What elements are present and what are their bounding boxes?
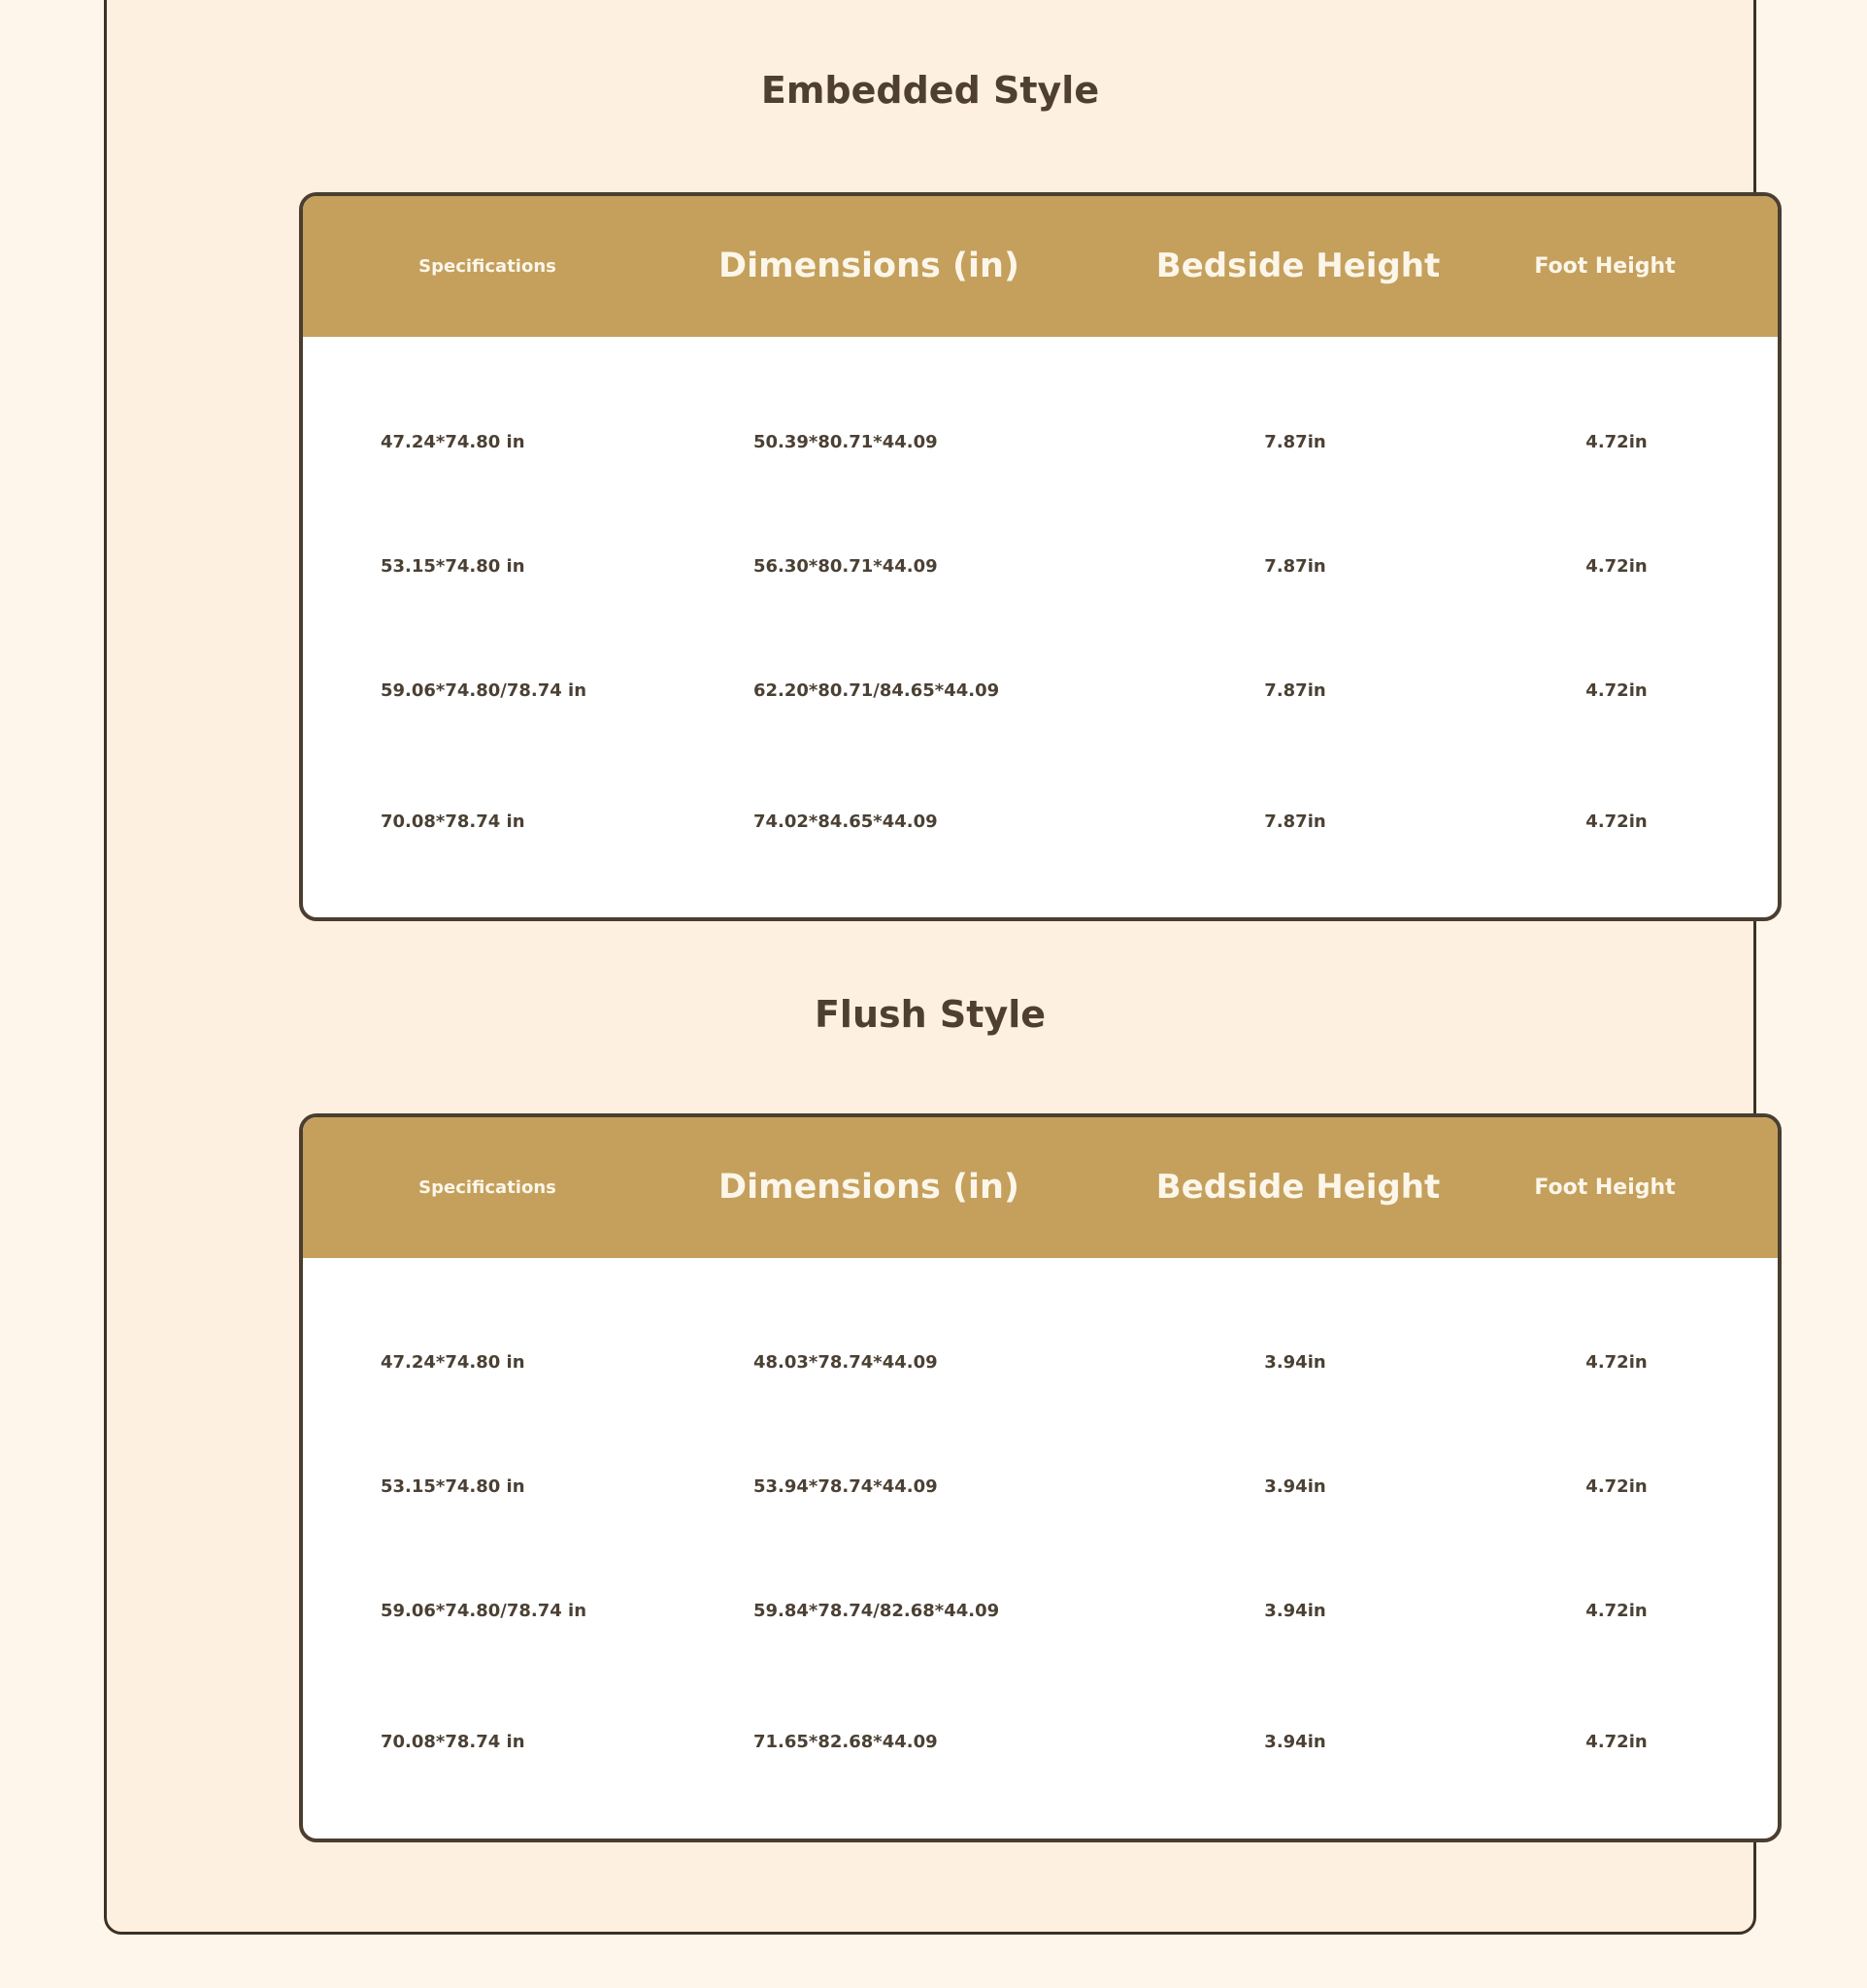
table-header: [303, 196, 1778, 337]
section-title-flush: Flush Style: [814, 993, 1047, 1036]
cell-bedside-height: 7.87in: [1264, 680, 1326, 701]
cell-dimensions: 48.03*78.74*44.09: [753, 1352, 938, 1373]
table-row: [303, 1458, 1778, 1516]
cell-foot-height: 4.72in: [1585, 1601, 1648, 1621]
header-foot-height: Foot Height: [1534, 254, 1676, 279]
cell-dimensions: 59.84*78.74/82.68*44.09: [753, 1601, 1000, 1621]
table-row: [303, 414, 1778, 472]
cell-specifications: 47.24*74.80 in: [381, 432, 525, 452]
cell-foot-height: 4.72in: [1585, 432, 1648, 452]
cell-bedside-height: 7.87in: [1264, 812, 1326, 832]
cell-foot-height: 4.72in: [1585, 1732, 1648, 1752]
cell-bedside-height: 7.87in: [1264, 556, 1326, 577]
cell-foot-height: 4.72in: [1585, 556, 1648, 577]
table-row: [303, 793, 1778, 851]
header-bedside-height: Bedside Height: [1155, 247, 1441, 285]
table-row: [303, 1582, 1778, 1640]
table-row: [303, 538, 1778, 596]
cell-foot-height: 4.72in: [1585, 680, 1648, 701]
cell-specifications: 70.08*78.74 in: [381, 1732, 525, 1752]
header-dimensions: Dimensions (in): [718, 1168, 1019, 1207]
header-dimensions: Dimensions (in): [718, 247, 1019, 285]
table-row: [303, 662, 1778, 720]
cell-dimensions: 53.94*78.74*44.09: [753, 1476, 938, 1497]
table-row: [303, 1713, 1778, 1772]
cell-dimensions: 71.65*82.68*44.09: [753, 1732, 938, 1752]
cell-bedside-height: 7.87in: [1264, 432, 1326, 452]
cell-bedside-height: 3.94in: [1264, 1732, 1326, 1752]
cell-dimensions: 62.20*80.71/84.65*44.09: [753, 680, 1000, 701]
cell-dimensions: 56.30*80.71*44.09: [753, 556, 938, 577]
cell-foot-height: 4.72in: [1585, 812, 1648, 832]
cell-specifications: 70.08*78.74 in: [381, 812, 525, 832]
header-bedside-height: Bedside Height: [1155, 1168, 1441, 1207]
embedded-spec-table: [299, 192, 1782, 921]
cell-foot-height: 4.72in: [1585, 1352, 1648, 1373]
cell-dimensions: 74.02*84.65*44.09: [753, 812, 938, 832]
flush-spec-table: [299, 1113, 1782, 1842]
table-header: [303, 1117, 1778, 1258]
cell-specifications: 53.15*74.80 in: [381, 1476, 525, 1497]
cell-bedside-height: 3.94in: [1264, 1476, 1326, 1497]
header-specifications: Specifications: [418, 256, 556, 277]
header-foot-height: Foot Height: [1534, 1176, 1676, 1200]
cell-bedside-height: 3.94in: [1264, 1352, 1326, 1373]
cell-foot-height: 4.72in: [1585, 1476, 1648, 1497]
cell-specifications: 59.06*74.80/78.74 in: [381, 1601, 587, 1621]
cell-specifications: 47.24*74.80 in: [381, 1352, 525, 1373]
header-specifications: Specifications: [418, 1177, 556, 1198]
cell-bedside-height: 3.94in: [1264, 1601, 1326, 1621]
cell-dimensions: 50.39*80.71*44.09: [753, 432, 938, 452]
table-row: [303, 1334, 1778, 1392]
cell-specifications: 53.15*74.80 in: [381, 556, 525, 577]
content-panel: [104, 0, 1756, 1935]
cell-specifications: 59.06*74.80/78.74 in: [381, 680, 587, 701]
section-title-embedded: Embedded Style: [760, 69, 1100, 112]
